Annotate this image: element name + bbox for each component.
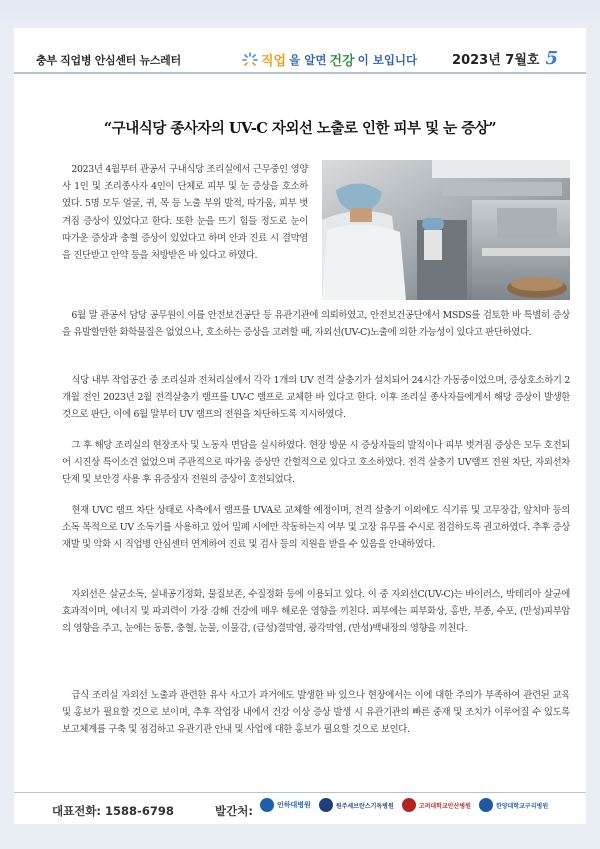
hospital-emblem-icon: [479, 798, 493, 812]
publisher-logo-3: [402, 798, 471, 812]
hospital-emblem-icon: [260, 798, 274, 812]
issue-info: [452, 48, 558, 69]
slogan-health: 건강: [329, 54, 355, 69]
hospital-emblem-icon: [402, 798, 416, 812]
publisher-logo-4: [479, 798, 548, 812]
page-header: [14, 28, 586, 70]
paragraph-4: 그 후 해당 조리실의 현장조사 및 노동자 면담을 실시하였다. 현장 방문 시 증상자들의 발적이나 피부 벗겨짐 증상은 모두 호전되어 시진상 특이소견 없었으며 주관적으로 따가움 증상만 간헐적으로 있다고 호소하였다. 전격 살충기 UV램프 전원 차단, 자외선차단제 및 보안경 사용 후 유증상자 전원의 증상이 호전되었다.: [62, 440, 570, 486]
page-footer: [14, 795, 586, 823]
hospital-emblem-icon: [319, 798, 333, 812]
paragraph-7: 급식 조리실 자외선 노출과 관련한 유사 사고가 과거에도 발생한 바 있으나 현장에서는 이에 대한 주의가 부족하여 관련된 교육 및 홍보가 필요할 것으로 보이며, 추후 작업장 내에서 건강 이상 증상 발생 시 유관기관의 빠른 중재 및 조치가 이루어질 수 있도록 보고체계를 구축 및 점검하고 유관기관 안내 및 사업에 대한 홍보가 필요할 것으로 보인다.: [62, 690, 570, 736]
sun-rays-icon: [242, 52, 258, 68]
slogan-mid: 을 알면: [289, 52, 327, 67]
publisher-name-3: 고려대학교안산병원: [418, 802, 471, 810]
paragraph-3: 식당 내부 작업공간 중 조리실과 전처리실에서 각각 1개의 UV 전격 살충기가 설치되어 24시간 가동중이었으며, 증상호소하기 2개월 전인 2023년 2월 전격살충기 램프를 UV-C 램프로 교체한 바 있다고 한다. 이후 조리실 종사자들에게서 해당 증상이 발생한 것으로 판단, 이에 6월 말부터 UV 램프의 전원을 차단하도록 지시하였다.: [62, 375, 570, 421]
paragraph-5: 현재 UVC 램프 차단 상태로 사측에서 램프를 UVA로 교체할 예정이며, 전격 살충기 이외에도 식기류 및 고무장갑, 앞치마 등의 소독 목적으로 UV 소독기를 사용하고 있어 밀폐 시에만 작동하는지 여부 및 고장 유무를 수시로 점검하도록 권고하였다. 추후 증상 재발 및 악화 시 직업병 안심센터 연계하여 진료 및 검사 등의 지원을 받을 수 있음을 안내하였다.: [62, 505, 570, 551]
page-number: 5: [545, 48, 558, 69]
publisher-label: 발간처:: [215, 804, 253, 818]
slogan-job: 직업: [261, 54, 287, 69]
publisher-name-4: 한양대학교구리병원: [495, 802, 549, 810]
phone-number: 대표전화: 1588-6798: [52, 804, 174, 818]
slogan: [242, 50, 417, 69]
publisher-logo-2: [319, 798, 394, 812]
issue-date: 2023년 7월호: [452, 53, 540, 68]
publisher-name-2: 원주세브란스기독병원: [335, 802, 394, 810]
publisher-name-1: 인하대병원: [277, 801, 311, 809]
paragraph-1: 2023년 4월부터 관공서 구내식당 조리실에서 근무중인 영양사 1인 및 조리종사자 4인이 단체로 피부 및 눈 증상을 호소하였다. 5명 모두 얼굴, 귀, 목 등 노출 부위 발적, 따가움, 피부 벗겨짐 증상이 있었다고 한다. 또한 눈을 뜨기 힘들 정도로 눈이 따가운 증상과 충혈 증상이 있었다고 하며 안과 진료 시 결막염을 진단받고 안약 등을 처방받은 바 있다고 하였다.: [62, 164, 308, 262]
paragraph-6: 자외선은 살균소독, 실내공기정화, 물질보존, 수질정화 등에 이용되고 있다. 이 중 자외선C(UV-C)는 바이러스, 박테리아 살균에 효과적이며, 에너지 및 파괴력이 가장 강해 건강에 매우 해로운 영향을 끼친다. 피부에는 피부화상, 홍반, 부종, 수포, (만성)피부암의 영향을 주고, 눈에는 동통, 충혈, 눈물, 이물감, (급성)결막염, 광각막염, (만성)백내장의 영향을 끼친다.: [62, 589, 570, 635]
publisher-logo-1: [260, 798, 311, 812]
footer-divider: [14, 792, 586, 793]
newsletter-name: 충부 직업병 안심센터 뉴스레터: [36, 54, 181, 67]
publisher-logos: [260, 798, 548, 812]
article-title: “구내식당 종사자의 UV-C 자외선 노출로 인한 피부 및 눈 증상”: [103, 120, 497, 137]
paragraph-2: 6월 말 관공서 담당 공무원이 이를 안전보건공단 등 유관기관에 의뢰하였고, 안전보건공단에서 MSDS를 검토한 바 특별히 증상을 유발할만한 화학물질은 없었으나, 호소하는 증상을 고려할 때, 자외선(UV-C)노출에 의한 가능성이 있다고 판단하였다.: [62, 310, 570, 339]
slogan-end: 이 보입니다: [357, 52, 418, 67]
header-divider: [14, 72, 586, 74]
kitchen-workers-photo: [322, 160, 570, 300]
top-strip: [0, 0, 600, 28]
